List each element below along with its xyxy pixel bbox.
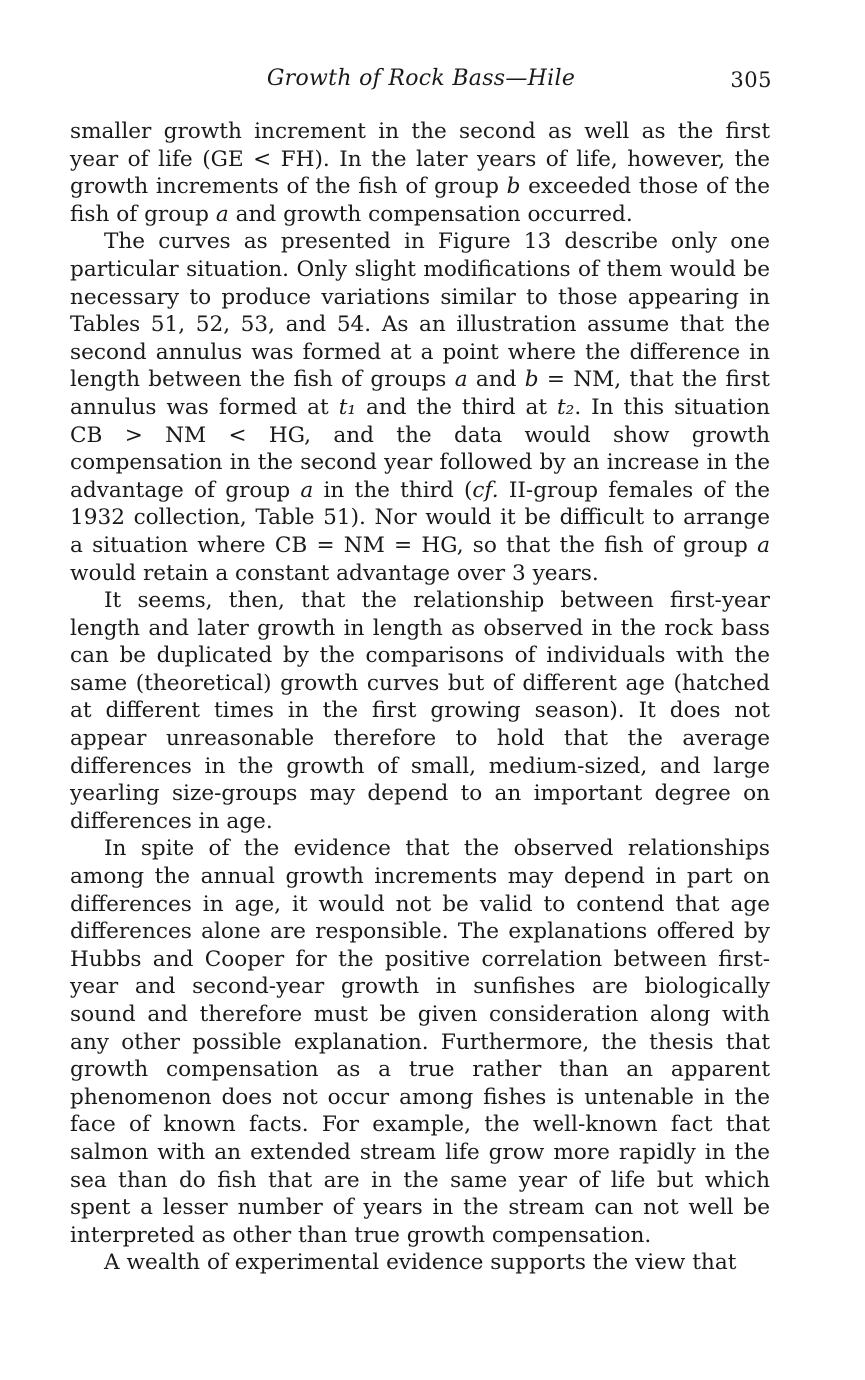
text-segment: In spite of the evidence that the observed relationships among the annual growth increments may depend in part on differences in age, it would not be valid to contend that age differences alone are responsible. The explanations offered by Hubbs and Cooper for the positive correlation between first-year and second-year growth in sunfishes are biologically sound and therefore must be given consideration along with any other possible explanation. Furthermore, the thesis that growth compensation as a true rather than an apparent phenomenon does not occur among fishes is untenable in the face of known facts. For example, the well-known fact that salmon with an extended stream life grow more rapidly in the sea than do fish that are in the same year of life but which spent a lesser number of years in the stream can not well be interpreted as other than true growth compensation. <box>70 836 770 1248</box>
italic-term: t₁ <box>338 394 357 420</box>
italic-term: b <box>506 174 521 200</box>
text-segment: = NM, that the first annulus was formed at <box>70 367 770 420</box>
body-text <box>70 118 770 1277</box>
paragraph-2 <box>70 228 770 587</box>
text-segment: in the third ( <box>313 477 473 503</box>
text-segment: The curves as presented in Figure 13 describe only one particular situation. Only slight modifications of them would be necessary to produce variations similar to those appearing in Tables 51, 52, 53, and 54. As an illustration assume that the second annulus was formed at a point where the difference in length between the fish of groups <box>70 229 770 393</box>
italic-term: t₂ <box>556 394 575 420</box>
italic-term: b <box>524 367 539 393</box>
paragraph-1 <box>70 118 770 228</box>
running-head <box>70 66 772 100</box>
text-segment: would retain a constant advantage over 3 years. <box>70 560 599 586</box>
text-segment: smaller growth increment in the second as well as the first year of life (GE < FH). In the later years of life, however, the growth increments of the fish of group <box>70 119 770 200</box>
page-number: 305 <box>730 68 772 92</box>
paragraph-4 <box>70 835 770 1249</box>
italic-term: a <box>454 367 468 393</box>
text-segment: and <box>467 367 525 393</box>
paragraph-3 <box>70 587 770 835</box>
italic-term: cf. <box>472 477 499 503</box>
text-segment: II-group females of the 1932 collection, Table 51). Nor would it be difficult to arrange a situation where CB = NM = HG, so that the fish of group <box>70 477 770 558</box>
text-segment: and the third at <box>356 394 557 420</box>
running-title: Growth of Rock Bass—Hile <box>266 66 576 91</box>
italic-term: a <box>757 532 770 558</box>
text-segment: and growth compensation occurred. <box>228 201 633 227</box>
italic-term: a <box>300 477 314 503</box>
italic-term: a <box>215 201 229 227</box>
text-segment: A wealth of experimental evidence supports the view that <box>104 1250 737 1276</box>
paragraph-5 <box>70 1249 770 1277</box>
text-segment: exceeded those of the fish of group <box>70 174 770 227</box>
text-segment: . In this situation CB > NM < HG, and the data would show growth compensation in the second year followed by an increase in the advantage of group <box>70 394 771 503</box>
text-segment: It seems, then, that the relationship between first-year length and later growth in length as observed in the rock bass can be duplicated by the comparisons of individuals with the same (theoretical) growth curves but of different age (hatched at different times in the first growing season). It does not appear unreasonable therefore to hold that the average differences in the growth of small, medium-sized, and large yearling size-groups may depend to an important degree on differences in age. <box>70 588 770 834</box>
